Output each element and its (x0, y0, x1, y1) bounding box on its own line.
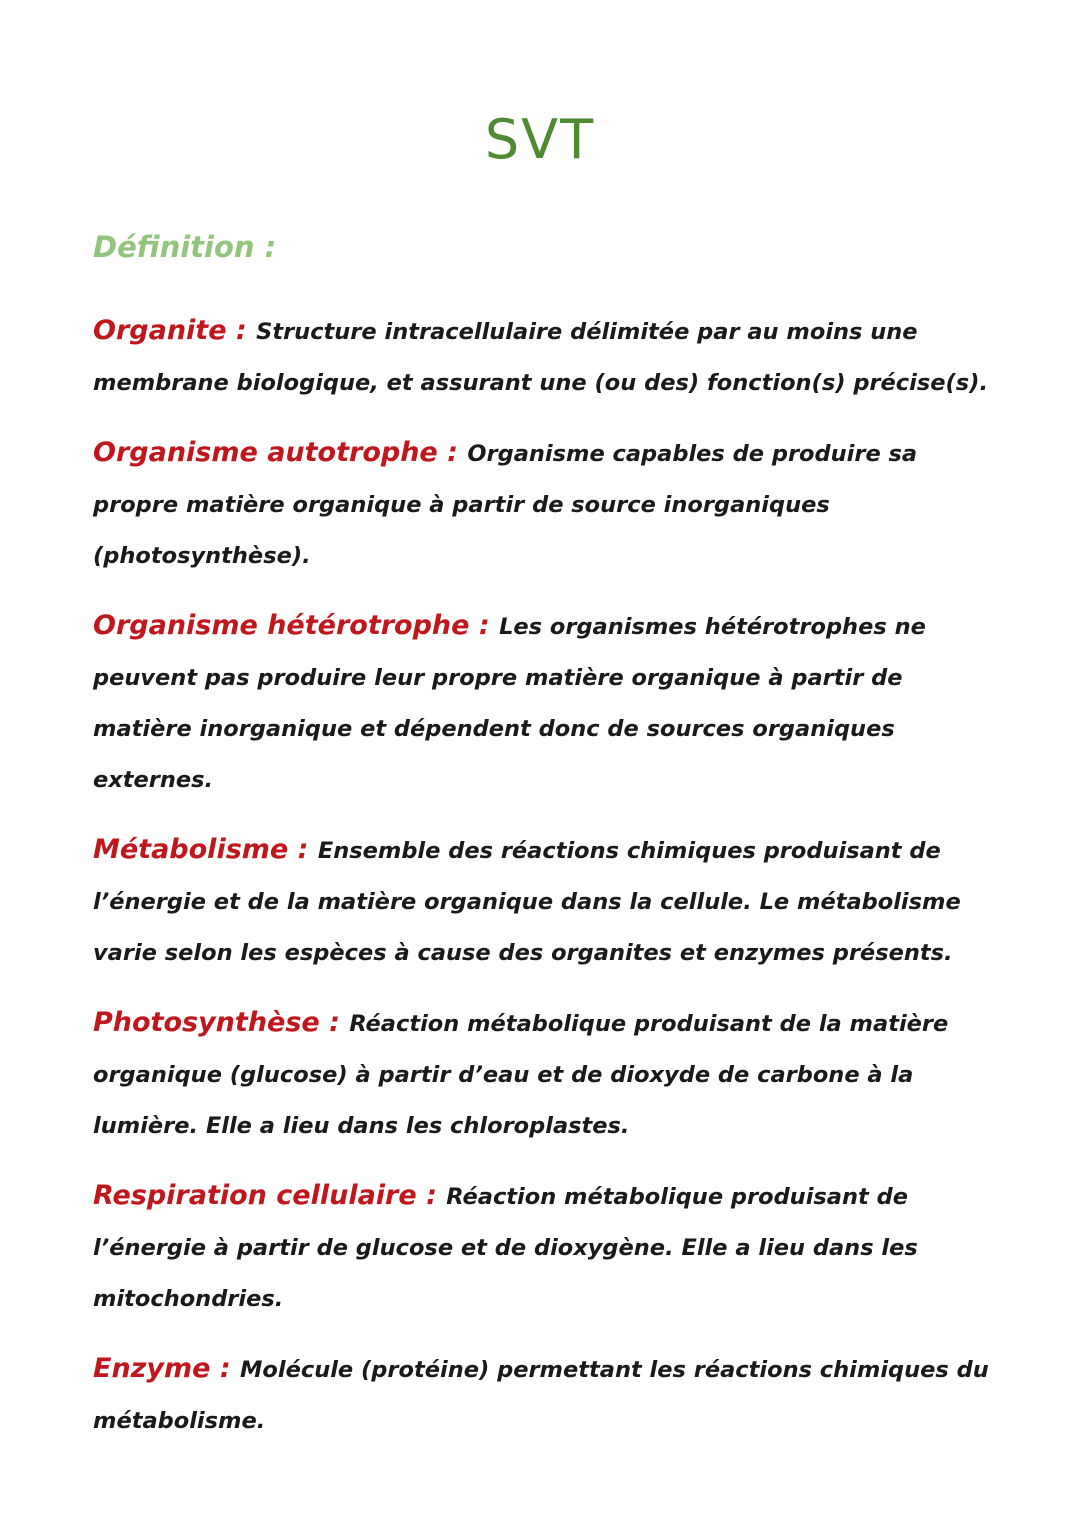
definition-separator: : (210, 1353, 241, 1384)
definition-term: Photosynthèse (93, 1007, 320, 1038)
definition-separator: : (319, 1007, 350, 1038)
definition-organisme-heterotrophe (93, 600, 993, 806)
definition-text: Ensemble des réactions chimiques produisant de l’énergie et de la matière organique dans la cellule. Le métabolisme varie selon les espèces à cause des organites et enzymes présents. (93, 838, 961, 966)
definition-respiration-cellulaire (93, 1170, 993, 1325)
definition-text: Les organismes hétérotrophes ne peuvent pas produire leur propre matière organique à partir de matière inorganique et dépendent donc de sources organiques externes. (93, 614, 926, 793)
definition-text: Molécule (protéine) permettant les réactions chimiques du métabolisme. (93, 1357, 989, 1434)
definition-separator: : (469, 610, 500, 641)
definition-term: Métabolisme (93, 834, 289, 865)
section-heading: Définition : (93, 230, 277, 264)
page-title: SVT (484, 108, 596, 171)
definition-organisme-autotrophe (93, 427, 993, 582)
definition-term: Organisme autotrophe (93, 437, 438, 468)
definition-enzyme (93, 1343, 993, 1447)
definition-text: Réaction métabolique produisant de l’énergie à partir de glucose et de dioxygène. Elle a lieu dans les mitochondries. (93, 1184, 918, 1312)
definition-separator: : (437, 437, 468, 468)
definition-list (93, 305, 993, 1447)
definition-text: Structure intracellulaire délimitée par au moins une membrane biologique, et assurant une (ou des) fonction(s) précise(s). (93, 319, 989, 396)
definition-text: Organisme capables de produire sa propre matière organique à partir de source inorganiques (photosynthèse). (93, 441, 918, 569)
definition-metabolisme (93, 824, 993, 979)
definition-photosynthese (93, 997, 993, 1152)
definition-separator: : (288, 834, 318, 865)
definition-term: Organisme hétérotrophe (93, 610, 470, 641)
definition-term: Organite (93, 315, 227, 346)
definition-organite (93, 305, 993, 409)
definition-separator: : (226, 315, 257, 346)
definition-text: Réaction métabolique produisant de la matière organique (glucose) à partir d’eau et de dioxyde de carbone à la lumière. Elle a lieu dans les chloroplastes. (93, 1011, 949, 1139)
definition-term: Enzyme (93, 1353, 211, 1384)
definition-term: Respiration cellulaire (93, 1180, 417, 1211)
definition-separator: : (416, 1180, 447, 1211)
